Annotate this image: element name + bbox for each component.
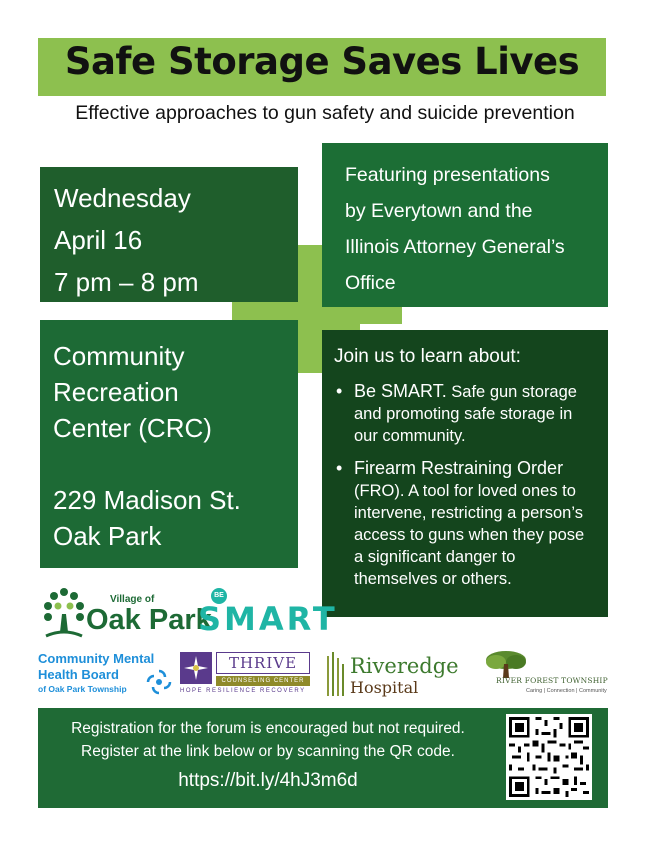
item-text: (FRO). A tool for loved ones to intervene, restricting a person’s access to guns when they pose a significant danger to themselves or others.: [354, 482, 585, 588]
oak-park-logo: [40, 584, 212, 644]
pinwheel-icon: [146, 669, 172, 695]
event-date: April 16: [54, 225, 143, 255]
registration-text: Registration for the forum is encouraged but not required.: [71, 720, 465, 737]
logo-text: COUNSELING CENTER: [216, 676, 310, 686]
reeds-icon: [322, 648, 348, 698]
logo-text: Health Board: [38, 667, 119, 682]
logo-text: Community Mental: [38, 651, 155, 666]
featuring-line: Featuring presentations: [345, 164, 550, 186]
venue-line: Recreation: [53, 377, 179, 407]
featuring-line: Office: [345, 272, 396, 294]
address-line: 229 Madison St.: [53, 485, 241, 515]
logo-text: Hospital: [350, 678, 419, 697]
thrive-logo: [180, 652, 312, 698]
qr-code[interactable]: [506, 714, 592, 800]
bullet-icon: •: [336, 458, 343, 478]
list-item: [334, 457, 594, 590]
spacer: [53, 446, 298, 482]
item-text: Safe gun storage and promoting safe storage in our community.: [354, 383, 577, 445]
bullet-icon: •: [336, 381, 343, 401]
logo-text: SMART: [198, 600, 338, 638]
address-line: Oak Park: [53, 521, 162, 551]
logo-text: THRIVE: [216, 652, 310, 674]
join-box: [322, 330, 608, 617]
star-icon: [180, 652, 212, 684]
venue-line: Community: [53, 341, 185, 371]
date-time-box: [40, 167, 298, 302]
featuring-box: [322, 143, 608, 307]
featuring-line: by Everytown and the: [345, 200, 533, 222]
featuring-line: Illinois Attorney General’s: [345, 236, 565, 258]
logo-text: Caring | Connection | Community: [526, 688, 607, 694]
be-smart-logo: [195, 582, 338, 638]
logo-text: Riveredge: [350, 654, 459, 678]
logo-text: of Oak Park Township: [38, 684, 127, 694]
item-title: Be SMART.: [354, 381, 447, 401]
river-forest-township-logo: [466, 650, 610, 702]
page-subtitle: Effective approaches to gun safety and suicide prevention: [75, 102, 575, 124]
logo-text: HOPE RESILIENCE RECOVERY: [180, 688, 306, 694]
item-title: Firearm Restraining Order: [354, 458, 564, 478]
venue-line: Center (CRC): [53, 413, 212, 443]
list-item: [334, 380, 594, 447]
qr-code-icon: [506, 714, 592, 800]
join-heading: Join us to learn about:: [334, 346, 521, 367]
page-title: Safe Storage Saves Lives: [64, 40, 580, 83]
logo-text: Oak Park: [86, 604, 212, 636]
event-day: Wednesday: [54, 183, 191, 213]
tree-icon: [40, 584, 88, 644]
community-mental-health-board-logo: [38, 651, 178, 699]
logo-text: RIVER FOREST TOWNSHIP: [496, 676, 608, 685]
riveredge-hospital-logo: [322, 648, 462, 700]
registration-text: Register at the link below or by scanning the QR code.: [81, 743, 455, 760]
logo-text: Village of: [110, 594, 155, 605]
registration-link[interactable]: https://bit.ly/4hJ3m6d: [178, 770, 358, 791]
event-time: 7 pm – 8 pm: [54, 267, 199, 297]
location-box: [40, 320, 298, 568]
logo-badge: BE: [211, 588, 227, 604]
